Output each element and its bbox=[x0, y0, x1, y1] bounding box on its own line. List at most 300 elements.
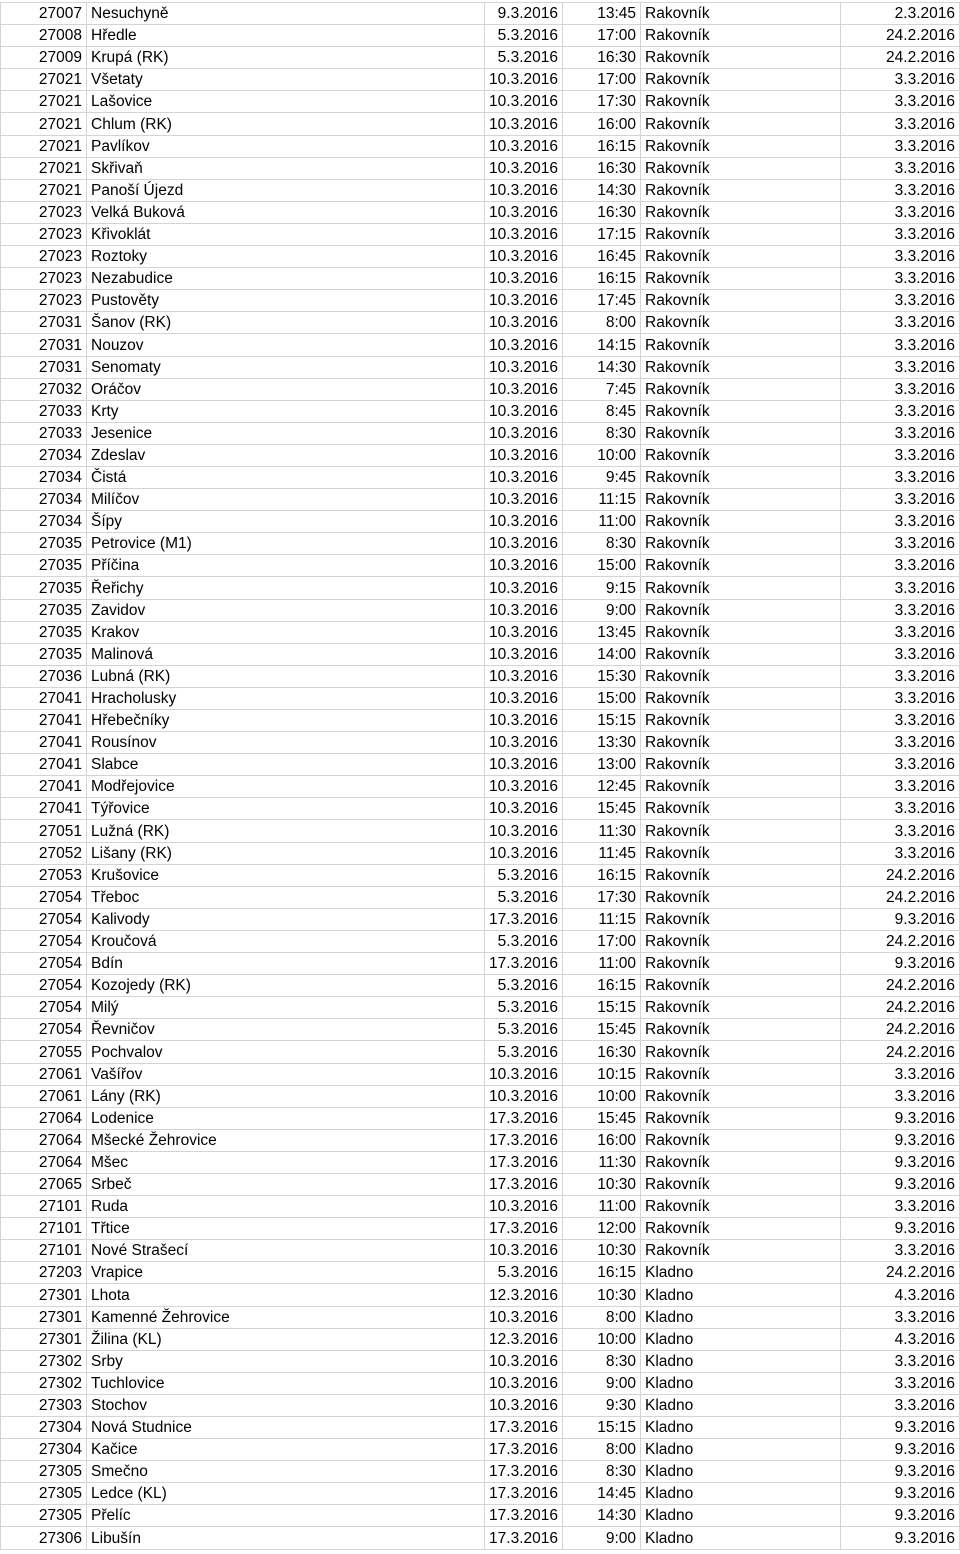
notice-date-cell[interactable]: 9.3.2016 bbox=[841, 953, 960, 975]
locality-cell[interactable]: Bdín bbox=[87, 953, 485, 975]
locality-cell[interactable]: Petrovice (M1) bbox=[87, 533, 485, 555]
time-cell[interactable]: 17:30 bbox=[563, 886, 641, 908]
locality-cell[interactable]: Přelíc bbox=[87, 1505, 485, 1527]
postal-code-cell[interactable]: 27033 bbox=[1, 422, 87, 444]
date-cell[interactable]: 10.3.2016 bbox=[485, 201, 563, 223]
notice-date-cell[interactable]: 9.3.2016 bbox=[841, 1151, 960, 1173]
locality-cell[interactable]: Milý bbox=[87, 997, 485, 1019]
time-cell[interactable]: 9:15 bbox=[563, 577, 641, 599]
date-cell[interactable]: 10.3.2016 bbox=[485, 422, 563, 444]
notice-date-cell[interactable]: 3.3.2016 bbox=[841, 489, 960, 511]
region-cell[interactable]: Rakovník bbox=[641, 643, 841, 665]
region-cell[interactable]: Rakovník bbox=[641, 91, 841, 113]
region-cell[interactable]: Kladno bbox=[641, 1372, 841, 1394]
time-cell[interactable]: 13:00 bbox=[563, 754, 641, 776]
notice-date-cell[interactable]: 24.2.2016 bbox=[841, 1262, 960, 1284]
postal-code-cell[interactable]: 27021 bbox=[1, 135, 87, 157]
postal-code-cell[interactable]: 27036 bbox=[1, 665, 87, 687]
locality-cell[interactable]: Hředle bbox=[87, 25, 485, 47]
postal-code-cell[interactable]: 27023 bbox=[1, 290, 87, 312]
region-cell[interactable]: Rakovník bbox=[641, 466, 841, 488]
locality-cell[interactable]: Malinová bbox=[87, 643, 485, 665]
time-cell[interactable]: 14:30 bbox=[563, 179, 641, 201]
notice-date-cell[interactable]: 4.3.2016 bbox=[841, 1328, 960, 1350]
date-cell[interactable]: 17.3.2016 bbox=[485, 1527, 563, 1549]
notice-date-cell[interactable]: 3.3.2016 bbox=[841, 466, 960, 488]
locality-cell[interactable]: Krušovice bbox=[87, 864, 485, 886]
notice-date-cell[interactable]: 3.3.2016 bbox=[841, 69, 960, 91]
time-cell[interactable]: 10:00 bbox=[563, 444, 641, 466]
locality-cell[interactable]: Vašířov bbox=[87, 1063, 485, 1085]
date-cell[interactable]: 5.3.2016 bbox=[485, 1262, 563, 1284]
region-cell[interactable]: Rakovník bbox=[641, 334, 841, 356]
postal-code-cell[interactable]: 27023 bbox=[1, 268, 87, 290]
notice-date-cell[interactable]: 3.3.2016 bbox=[841, 577, 960, 599]
date-cell[interactable]: 10.3.2016 bbox=[485, 1306, 563, 1328]
date-cell[interactable]: 5.3.2016 bbox=[485, 25, 563, 47]
region-cell[interactable]: Kladno bbox=[641, 1505, 841, 1527]
region-cell[interactable]: Rakovník bbox=[641, 842, 841, 864]
locality-cell[interactable]: Šípy bbox=[87, 511, 485, 533]
time-cell[interactable]: 16:45 bbox=[563, 246, 641, 268]
locality-cell[interactable]: Rousínov bbox=[87, 732, 485, 754]
postal-code-cell[interactable]: 27035 bbox=[1, 621, 87, 643]
region-cell[interactable]: Kladno bbox=[641, 1306, 841, 1328]
region-cell[interactable]: Rakovník bbox=[641, 312, 841, 334]
locality-cell[interactable]: Stochov bbox=[87, 1394, 485, 1416]
postal-code-cell[interactable]: 27023 bbox=[1, 201, 87, 223]
postal-code-cell[interactable]: 27054 bbox=[1, 997, 87, 1019]
date-cell[interactable]: 10.3.2016 bbox=[485, 223, 563, 245]
notice-date-cell[interactable]: 3.3.2016 bbox=[841, 157, 960, 179]
postal-code-cell[interactable]: 27007 bbox=[1, 3, 87, 25]
date-cell[interactable]: 5.3.2016 bbox=[485, 1041, 563, 1063]
postal-code-cell[interactable]: 27021 bbox=[1, 157, 87, 179]
postal-code-cell[interactable]: 27305 bbox=[1, 1483, 87, 1505]
date-cell[interactable]: 10.3.2016 bbox=[485, 1196, 563, 1218]
region-cell[interactable]: Rakovník bbox=[641, 1240, 841, 1262]
date-cell[interactable]: 10.3.2016 bbox=[485, 776, 563, 798]
date-cell[interactable]: 10.3.2016 bbox=[485, 577, 563, 599]
date-cell[interactable]: 10.3.2016 bbox=[485, 754, 563, 776]
date-cell[interactable]: 5.3.2016 bbox=[485, 930, 563, 952]
date-cell[interactable]: 10.3.2016 bbox=[485, 1350, 563, 1372]
locality-cell[interactable]: Vrapice bbox=[87, 1262, 485, 1284]
time-cell[interactable]: 17:15 bbox=[563, 223, 641, 245]
date-cell[interactable]: 10.3.2016 bbox=[485, 798, 563, 820]
region-cell[interactable]: Rakovník bbox=[641, 135, 841, 157]
postal-code-cell[interactable]: 27054 bbox=[1, 975, 87, 997]
time-cell[interactable]: 10:30 bbox=[563, 1173, 641, 1195]
time-cell[interactable]: 16:30 bbox=[563, 201, 641, 223]
locality-cell[interactable]: Lišany (RK) bbox=[87, 842, 485, 864]
time-cell[interactable]: 17:00 bbox=[563, 930, 641, 952]
notice-date-cell[interactable]: 3.3.2016 bbox=[841, 179, 960, 201]
date-cell[interactable]: 10.3.2016 bbox=[485, 1372, 563, 1394]
date-cell[interactable]: 10.3.2016 bbox=[485, 179, 563, 201]
locality-cell[interactable]: Lužná (RK) bbox=[87, 820, 485, 842]
region-cell[interactable]: Rakovník bbox=[641, 687, 841, 709]
postal-code-cell[interactable]: 27031 bbox=[1, 312, 87, 334]
notice-date-cell[interactable]: 3.3.2016 bbox=[841, 511, 960, 533]
postal-code-cell[interactable]: 27023 bbox=[1, 223, 87, 245]
region-cell[interactable]: Kladno bbox=[641, 1461, 841, 1483]
time-cell[interactable]: 7:45 bbox=[563, 378, 641, 400]
postal-code-cell[interactable]: 27035 bbox=[1, 533, 87, 555]
date-cell[interactable]: 10.3.2016 bbox=[485, 334, 563, 356]
notice-date-cell[interactable]: 3.3.2016 bbox=[841, 1372, 960, 1394]
region-cell[interactable]: Rakovník bbox=[641, 422, 841, 444]
postal-code-cell[interactable]: 27054 bbox=[1, 908, 87, 930]
notice-date-cell[interactable]: 3.3.2016 bbox=[841, 842, 960, 864]
time-cell[interactable]: 16:00 bbox=[563, 113, 641, 135]
region-cell[interactable]: Rakovník bbox=[641, 378, 841, 400]
date-cell[interactable]: 10.3.2016 bbox=[485, 687, 563, 709]
time-cell[interactable]: 13:30 bbox=[563, 732, 641, 754]
locality-cell[interactable]: Velká Buková bbox=[87, 201, 485, 223]
date-cell[interactable]: 5.3.2016 bbox=[485, 975, 563, 997]
region-cell[interactable]: Rakovník bbox=[641, 732, 841, 754]
postal-code-cell[interactable]: 27035 bbox=[1, 555, 87, 577]
date-cell[interactable]: 10.3.2016 bbox=[485, 710, 563, 732]
locality-cell[interactable]: Všetaty bbox=[87, 69, 485, 91]
date-cell[interactable]: 10.3.2016 bbox=[485, 555, 563, 577]
date-cell[interactable]: 10.3.2016 bbox=[485, 356, 563, 378]
notice-date-cell[interactable]: 24.2.2016 bbox=[841, 1019, 960, 1041]
locality-cell[interactable]: Krakov bbox=[87, 621, 485, 643]
postal-code-cell[interactable]: 27041 bbox=[1, 776, 87, 798]
postal-code-cell[interactable]: 27035 bbox=[1, 599, 87, 621]
postal-code-cell[interactable]: 27061 bbox=[1, 1085, 87, 1107]
locality-cell[interactable]: Třtice bbox=[87, 1218, 485, 1240]
time-cell[interactable]: 15:00 bbox=[563, 555, 641, 577]
date-cell[interactable]: 17.3.2016 bbox=[485, 1505, 563, 1527]
date-cell[interactable]: 10.3.2016 bbox=[485, 732, 563, 754]
date-cell[interactable]: 10.3.2016 bbox=[485, 290, 563, 312]
notice-date-cell[interactable]: 3.3.2016 bbox=[841, 290, 960, 312]
time-cell[interactable]: 15:30 bbox=[563, 665, 641, 687]
region-cell[interactable]: Rakovník bbox=[641, 533, 841, 555]
date-cell[interactable]: 10.3.2016 bbox=[485, 246, 563, 268]
postal-code-cell[interactable]: 27021 bbox=[1, 179, 87, 201]
postal-code-cell[interactable]: 27303 bbox=[1, 1394, 87, 1416]
notice-date-cell[interactable]: 3.3.2016 bbox=[841, 1240, 960, 1262]
notice-date-cell[interactable]: 9.3.2016 bbox=[841, 1461, 960, 1483]
postal-code-cell[interactable]: 27301 bbox=[1, 1328, 87, 1350]
time-cell[interactable]: 10:30 bbox=[563, 1284, 641, 1306]
time-cell[interactable]: 10:00 bbox=[563, 1085, 641, 1107]
locality-cell[interactable]: Mšecké Žehrovice bbox=[87, 1129, 485, 1151]
region-cell[interactable]: Rakovník bbox=[641, 179, 841, 201]
postal-code-cell[interactable]: 27021 bbox=[1, 113, 87, 135]
postal-code-cell[interactable]: 27065 bbox=[1, 1173, 87, 1195]
notice-date-cell[interactable]: 3.3.2016 bbox=[841, 268, 960, 290]
time-cell[interactable]: 8:00 bbox=[563, 1306, 641, 1328]
region-cell[interactable]: Rakovník bbox=[641, 997, 841, 1019]
notice-date-cell[interactable]: 24.2.2016 bbox=[841, 930, 960, 952]
locality-cell[interactable]: Slabce bbox=[87, 754, 485, 776]
region-cell[interactable]: Rakovník bbox=[641, 1173, 841, 1195]
time-cell[interactable]: 16:15 bbox=[563, 864, 641, 886]
notice-date-cell[interactable]: 9.3.2016 bbox=[841, 1439, 960, 1461]
date-cell[interactable]: 5.3.2016 bbox=[485, 1019, 563, 1041]
time-cell[interactable]: 11:30 bbox=[563, 1151, 641, 1173]
locality-cell[interactable]: Hřebečníky bbox=[87, 710, 485, 732]
notice-date-cell[interactable]: 3.3.2016 bbox=[841, 555, 960, 577]
locality-cell[interactable]: Nezabudice bbox=[87, 268, 485, 290]
locality-cell[interactable]: Oráčov bbox=[87, 378, 485, 400]
postal-code-cell[interactable]: 27101 bbox=[1, 1218, 87, 1240]
notice-date-cell[interactable]: 3.3.2016 bbox=[841, 201, 960, 223]
postal-code-cell[interactable]: 27041 bbox=[1, 798, 87, 820]
date-cell[interactable]: 9.3.2016 bbox=[485, 3, 563, 25]
notice-date-cell[interactable]: 24.2.2016 bbox=[841, 886, 960, 908]
time-cell[interactable]: 9:00 bbox=[563, 1527, 641, 1549]
notice-date-cell[interactable]: 3.3.2016 bbox=[841, 1196, 960, 1218]
region-cell[interactable]: Kladno bbox=[641, 1262, 841, 1284]
time-cell[interactable]: 11:00 bbox=[563, 953, 641, 975]
time-cell[interactable]: 15:15 bbox=[563, 710, 641, 732]
date-cell[interactable]: 17.3.2016 bbox=[485, 908, 563, 930]
notice-date-cell[interactable]: 9.3.2016 bbox=[841, 908, 960, 930]
locality-cell[interactable]: Lašovice bbox=[87, 91, 485, 113]
postal-code-cell[interactable]: 27041 bbox=[1, 710, 87, 732]
region-cell[interactable]: Rakovník bbox=[641, 577, 841, 599]
region-cell[interactable]: Rakovník bbox=[641, 400, 841, 422]
postal-code-cell[interactable]: 27305 bbox=[1, 1461, 87, 1483]
time-cell[interactable]: 15:45 bbox=[563, 1019, 641, 1041]
locality-cell[interactable]: Jesenice bbox=[87, 422, 485, 444]
time-cell[interactable]: 16:00 bbox=[563, 1129, 641, 1151]
notice-date-cell[interactable]: 3.3.2016 bbox=[841, 732, 960, 754]
notice-date-cell[interactable]: 9.3.2016 bbox=[841, 1505, 960, 1527]
locality-cell[interactable]: Pochvalov bbox=[87, 1041, 485, 1063]
time-cell[interactable]: 11:30 bbox=[563, 820, 641, 842]
notice-date-cell[interactable]: 4.3.2016 bbox=[841, 1284, 960, 1306]
region-cell[interactable]: Rakovník bbox=[641, 444, 841, 466]
time-cell[interactable]: 12:45 bbox=[563, 776, 641, 798]
date-cell[interactable]: 10.3.2016 bbox=[485, 157, 563, 179]
date-cell[interactable]: 17.3.2016 bbox=[485, 953, 563, 975]
time-cell[interactable]: 11:15 bbox=[563, 489, 641, 511]
postal-code-cell[interactable]: 27009 bbox=[1, 47, 87, 69]
time-cell[interactable]: 9:45 bbox=[563, 466, 641, 488]
time-cell[interactable]: 9:30 bbox=[563, 1394, 641, 1416]
locality-cell[interactable]: Čistá bbox=[87, 466, 485, 488]
date-cell[interactable]: 10.3.2016 bbox=[485, 69, 563, 91]
time-cell[interactable]: 16:30 bbox=[563, 1041, 641, 1063]
locality-cell[interactable]: Libušín bbox=[87, 1527, 485, 1549]
region-cell[interactable]: Rakovník bbox=[641, 47, 841, 69]
locality-cell[interactable]: Lodenice bbox=[87, 1107, 485, 1129]
notice-date-cell[interactable]: 3.3.2016 bbox=[841, 665, 960, 687]
notice-date-cell[interactable]: 9.3.2016 bbox=[841, 1527, 960, 1549]
date-cell[interactable]: 17.3.2016 bbox=[485, 1417, 563, 1439]
locality-cell[interactable]: Krupá (RK) bbox=[87, 47, 485, 69]
postal-code-cell[interactable]: 27064 bbox=[1, 1107, 87, 1129]
notice-date-cell[interactable]: 24.2.2016 bbox=[841, 47, 960, 69]
locality-cell[interactable]: Nové Strašecí bbox=[87, 1240, 485, 1262]
date-cell[interactable]: 5.3.2016 bbox=[485, 864, 563, 886]
region-cell[interactable]: Rakovník bbox=[641, 886, 841, 908]
locality-cell[interactable]: Pustověty bbox=[87, 290, 485, 312]
postal-code-cell[interactable]: 27055 bbox=[1, 1041, 87, 1063]
date-cell[interactable]: 17.3.2016 bbox=[485, 1129, 563, 1151]
region-cell[interactable]: Rakovník bbox=[641, 1063, 841, 1085]
locality-cell[interactable]: Smečno bbox=[87, 1461, 485, 1483]
locality-cell[interactable]: Řeřichy bbox=[87, 577, 485, 599]
region-cell[interactable]: Kladno bbox=[641, 1284, 841, 1306]
locality-cell[interactable]: Modřejovice bbox=[87, 776, 485, 798]
postal-code-cell[interactable]: 27053 bbox=[1, 864, 87, 886]
notice-date-cell[interactable]: 3.3.2016 bbox=[841, 422, 960, 444]
time-cell[interactable]: 17:45 bbox=[563, 290, 641, 312]
notice-date-cell[interactable]: 24.2.2016 bbox=[841, 25, 960, 47]
locality-cell[interactable]: Kamenné Žehrovice bbox=[87, 1306, 485, 1328]
date-cell[interactable]: 10.3.2016 bbox=[485, 842, 563, 864]
region-cell[interactable]: Rakovník bbox=[641, 665, 841, 687]
date-cell[interactable]: 10.3.2016 bbox=[485, 511, 563, 533]
time-cell[interactable]: 16:30 bbox=[563, 157, 641, 179]
region-cell[interactable]: Rakovník bbox=[641, 599, 841, 621]
notice-date-cell[interactable]: 3.3.2016 bbox=[841, 91, 960, 113]
region-cell[interactable]: Rakovník bbox=[641, 754, 841, 776]
region-cell[interactable]: Rakovník bbox=[641, 1218, 841, 1240]
locality-cell[interactable]: Řevničov bbox=[87, 1019, 485, 1041]
locality-cell[interactable]: Lány (RK) bbox=[87, 1085, 485, 1107]
region-cell[interactable]: Rakovník bbox=[641, 223, 841, 245]
postal-code-cell[interactable]: 27306 bbox=[1, 1527, 87, 1549]
notice-date-cell[interactable]: 24.2.2016 bbox=[841, 864, 960, 886]
time-cell[interactable]: 15:45 bbox=[563, 798, 641, 820]
locality-cell[interactable]: Kalivody bbox=[87, 908, 485, 930]
postal-code-cell[interactable]: 27052 bbox=[1, 842, 87, 864]
time-cell[interactable]: 11:00 bbox=[563, 1196, 641, 1218]
notice-date-cell[interactable]: 3.3.2016 bbox=[841, 599, 960, 621]
postal-code-cell[interactable]: 27054 bbox=[1, 886, 87, 908]
date-cell[interactable]: 17.3.2016 bbox=[485, 1107, 563, 1129]
postal-code-cell[interactable]: 27203 bbox=[1, 1262, 87, 1284]
postal-code-cell[interactable]: 27021 bbox=[1, 69, 87, 91]
date-cell[interactable]: 12.3.2016 bbox=[485, 1284, 563, 1306]
time-cell[interactable]: 8:30 bbox=[563, 422, 641, 444]
region-cell[interactable]: Rakovník bbox=[641, 1019, 841, 1041]
date-cell[interactable]: 10.3.2016 bbox=[485, 643, 563, 665]
date-cell[interactable]: 17.3.2016 bbox=[485, 1439, 563, 1461]
postal-code-cell[interactable]: 27041 bbox=[1, 687, 87, 709]
postal-code-cell[interactable]: 27301 bbox=[1, 1284, 87, 1306]
postal-code-cell[interactable]: 27064 bbox=[1, 1129, 87, 1151]
postal-code-cell[interactable]: 27051 bbox=[1, 820, 87, 842]
time-cell[interactable]: 8:00 bbox=[563, 1439, 641, 1461]
locality-cell[interactable]: Lubná (RK) bbox=[87, 665, 485, 687]
locality-cell[interactable]: Srby bbox=[87, 1350, 485, 1372]
time-cell[interactable]: 11:15 bbox=[563, 908, 641, 930]
notice-date-cell[interactable]: 2.3.2016 bbox=[841, 3, 960, 25]
region-cell[interactable]: Rakovník bbox=[641, 975, 841, 997]
postal-code-cell[interactable]: 27302 bbox=[1, 1372, 87, 1394]
date-cell[interactable]: 10.3.2016 bbox=[485, 378, 563, 400]
region-cell[interactable]: Rakovník bbox=[641, 930, 841, 952]
locality-cell[interactable]: Nesuchyně bbox=[87, 3, 485, 25]
region-cell[interactable]: Rakovník bbox=[641, 290, 841, 312]
date-cell[interactable]: 10.3.2016 bbox=[485, 400, 563, 422]
region-cell[interactable]: Rakovník bbox=[641, 908, 841, 930]
locality-cell[interactable]: Pavlíkov bbox=[87, 135, 485, 157]
time-cell[interactable]: 14:00 bbox=[563, 643, 641, 665]
postal-code-cell[interactable]: 27034 bbox=[1, 489, 87, 511]
time-cell[interactable]: 15:15 bbox=[563, 997, 641, 1019]
postal-code-cell[interactable]: 27031 bbox=[1, 334, 87, 356]
region-cell[interactable]: Rakovník bbox=[641, 776, 841, 798]
notice-date-cell[interactable]: 3.3.2016 bbox=[841, 621, 960, 643]
date-cell[interactable]: 5.3.2016 bbox=[485, 997, 563, 1019]
region-cell[interactable]: Rakovník bbox=[641, 356, 841, 378]
locality-cell[interactable]: Mšec bbox=[87, 1151, 485, 1173]
date-cell[interactable]: 17.3.2016 bbox=[485, 1218, 563, 1240]
postal-code-cell[interactable]: 27035 bbox=[1, 577, 87, 599]
notice-date-cell[interactable]: 9.3.2016 bbox=[841, 1173, 960, 1195]
locality-cell[interactable]: Kozojedy (RK) bbox=[87, 975, 485, 997]
postal-code-cell[interactable]: 27064 bbox=[1, 1151, 87, 1173]
postal-code-cell[interactable]: 27023 bbox=[1, 246, 87, 268]
date-cell[interactable]: 10.3.2016 bbox=[485, 1063, 563, 1085]
locality-cell[interactable]: Nouzov bbox=[87, 334, 485, 356]
time-cell[interactable]: 8:30 bbox=[563, 533, 641, 555]
notice-date-cell[interactable]: 3.3.2016 bbox=[841, 113, 960, 135]
locality-cell[interactable]: Zavidov bbox=[87, 599, 485, 621]
date-cell[interactable]: 10.3.2016 bbox=[485, 1394, 563, 1416]
region-cell[interactable]: Kladno bbox=[641, 1439, 841, 1461]
postal-code-cell[interactable]: 27041 bbox=[1, 754, 87, 776]
region-cell[interactable]: Kladno bbox=[641, 1328, 841, 1350]
region-cell[interactable]: Rakovník bbox=[641, 246, 841, 268]
region-cell[interactable]: Rakovník bbox=[641, 201, 841, 223]
locality-cell[interactable]: Hracholusky bbox=[87, 687, 485, 709]
notice-date-cell[interactable]: 3.3.2016 bbox=[841, 312, 960, 334]
notice-date-cell[interactable]: 3.3.2016 bbox=[841, 1085, 960, 1107]
postal-code-cell[interactable]: 27305 bbox=[1, 1505, 87, 1527]
notice-date-cell[interactable]: 3.3.2016 bbox=[841, 135, 960, 157]
date-cell[interactable]: 10.3.2016 bbox=[485, 466, 563, 488]
locality-cell[interactable]: Milíčov bbox=[87, 489, 485, 511]
notice-date-cell[interactable]: 24.2.2016 bbox=[841, 1041, 960, 1063]
time-cell[interactable]: 16:15 bbox=[563, 1262, 641, 1284]
notice-date-cell[interactable]: 3.3.2016 bbox=[841, 223, 960, 245]
time-cell[interactable]: 8:00 bbox=[563, 312, 641, 334]
region-cell[interactable]: Rakovník bbox=[641, 157, 841, 179]
locality-cell[interactable]: Týřovice bbox=[87, 798, 485, 820]
postal-code-cell[interactable]: 27031 bbox=[1, 356, 87, 378]
locality-cell[interactable]: Tuchlovice bbox=[87, 1372, 485, 1394]
time-cell[interactable]: 16:15 bbox=[563, 975, 641, 997]
postal-code-cell[interactable]: 27054 bbox=[1, 930, 87, 952]
postal-code-cell[interactable]: 27035 bbox=[1, 643, 87, 665]
date-cell[interactable]: 10.3.2016 bbox=[485, 312, 563, 334]
date-cell[interactable]: 5.3.2016 bbox=[485, 47, 563, 69]
postal-code-cell[interactable]: 27041 bbox=[1, 732, 87, 754]
date-cell[interactable]: 10.3.2016 bbox=[485, 135, 563, 157]
locality-cell[interactable]: Panoší Újezd bbox=[87, 179, 485, 201]
date-cell[interactable]: 5.3.2016 bbox=[485, 886, 563, 908]
notice-date-cell[interactable]: 3.3.2016 bbox=[841, 710, 960, 732]
locality-cell[interactable]: Kačice bbox=[87, 1439, 485, 1461]
postal-code-cell[interactable]: 27032 bbox=[1, 378, 87, 400]
region-cell[interactable]: Rakovník bbox=[641, 69, 841, 91]
locality-cell[interactable]: Lhota bbox=[87, 1284, 485, 1306]
region-cell[interactable]: Rakovník bbox=[641, 798, 841, 820]
region-cell[interactable]: Rakovník bbox=[641, 3, 841, 25]
